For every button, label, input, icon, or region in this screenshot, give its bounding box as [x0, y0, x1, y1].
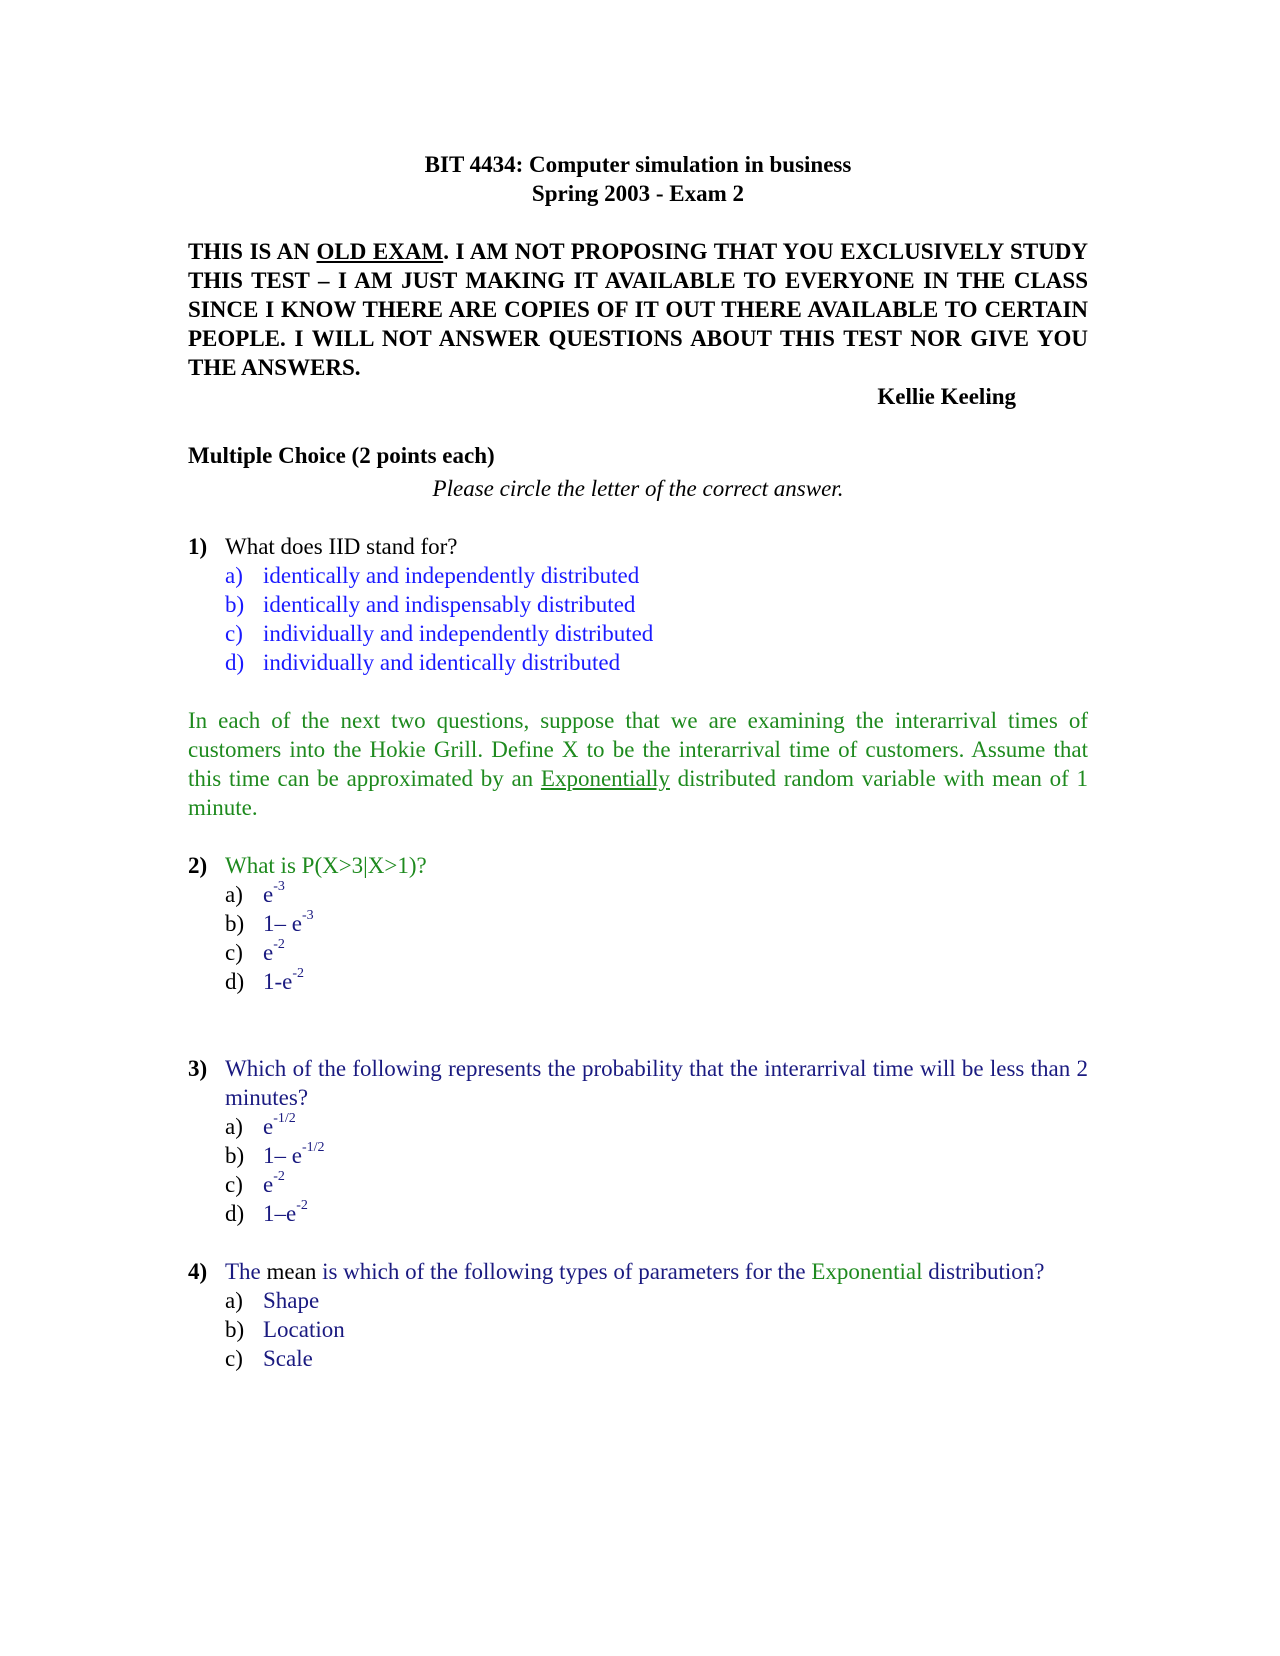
answer-option[interactable] [225, 1112, 1088, 1141]
option-text [263, 967, 304, 996]
section-title: Multiple Choice (2 points each) [188, 443, 495, 468]
question-text: What does IID stand for? [225, 534, 458, 559]
option-letter: b) [225, 1143, 245, 1168]
question-number: 4) [188, 1259, 208, 1284]
answer-options [225, 561, 1088, 677]
answer-option[interactable] [225, 909, 1088, 938]
option-text [263, 909, 314, 938]
option-exponent: -1/2 [273, 1111, 296, 1127]
answer-option[interactable] [225, 938, 1088, 967]
option-letter: d) [225, 969, 245, 994]
option-text: identically and indispensably distributed [263, 592, 636, 617]
answer-option[interactable] [225, 1141, 1088, 1170]
answer-option[interactable] [225, 561, 1088, 590]
option-letter: c) [225, 1346, 243, 1371]
question-text: Which of the following represents the probability that the interarrival time will be less than 2 minutes? [225, 1056, 1088, 1110]
option-exponent: -3 [273, 879, 285, 895]
option-exponent: -1/2 [301, 1140, 325, 1156]
option-letter: d) [225, 650, 245, 675]
option-text: individually and identically distributed [263, 650, 621, 675]
option-text [263, 880, 285, 909]
option-text [263, 1112, 296, 1141]
answer-option[interactable] [225, 590, 1088, 619]
answer-option[interactable] [225, 967, 1088, 996]
option-text [263, 1141, 325, 1170]
answer-options [225, 1286, 1088, 1373]
option-exponent: -2 [296, 1198, 308, 1214]
option-text: Location [263, 1317, 345, 1342]
option-exponent: -3 [301, 908, 314, 924]
option-text: identically and independently distributed [263, 563, 640, 588]
answer-option[interactable] [225, 1344, 1088, 1373]
question-text [225, 1257, 1088, 1286]
option-base: e [263, 1172, 274, 1197]
option-base: 1– e [263, 1143, 302, 1168]
disclaimer-lead: THIS IS AN [188, 239, 317, 264]
answer-option[interactable] [225, 1170, 1088, 1199]
scenario-paragraph [188, 706, 1088, 822]
question-text-part: is which of the following types of parameters for the [322, 1259, 812, 1284]
option-letter: b) [225, 592, 245, 617]
author-name: Kellie Keeling [877, 384, 1016, 409]
answer-option[interactable] [225, 1286, 1088, 1315]
answer-options [225, 1112, 1088, 1228]
option-text [263, 1199, 308, 1228]
course-title: BIT 4434: Computer simulation in business [424, 152, 852, 177]
scenario-before: In each of the next two questions, suppose that we are examining the interarrival times of customers into the Hokie Grill. Define X to be the interarrival time of customers. Assume that this time can be approximated by an [188, 708, 1088, 791]
answer-option[interactable] [225, 1199, 1088, 1228]
answer-option[interactable] [225, 1315, 1088, 1344]
old-exam-disclaimer [188, 237, 1088, 382]
option-letter: c) [225, 940, 243, 965]
option-base: e [263, 940, 274, 965]
answer-options [225, 880, 1088, 996]
question-text: What is P(X>3|X>1)? [225, 853, 427, 878]
option-text: individually and independently distributed [263, 621, 654, 646]
option-letter: a) [225, 1288, 243, 1313]
option-letter: d) [225, 1201, 245, 1226]
question-text-part: distribution? [922, 1259, 1045, 1284]
question-text-part: mean [260, 1259, 323, 1284]
option-letter: c) [225, 621, 243, 646]
question-text-part: The [225, 1259, 261, 1284]
disclaimer-underlined: OLD EXAM [316, 239, 444, 264]
answer-option[interactable] [225, 880, 1088, 909]
question-number: 2) [188, 853, 208, 878]
option-text [263, 938, 285, 967]
scenario-underlined: Exponentially [540, 766, 670, 791]
question-number: 3) [188, 1056, 208, 1081]
question-4 [188, 1257, 1088, 1373]
scenario-after: distributed random variable with mean of 1 minute. [188, 766, 1088, 820]
option-letter: a) [225, 882, 243, 907]
option-text [263, 1170, 285, 1199]
question-1 [188, 532, 1088, 677]
question-2 [188, 851, 1088, 996]
question-text-part: Exponential [811, 1259, 923, 1284]
answer-option[interactable] [225, 648, 1088, 677]
option-base: 1–e [263, 1201, 297, 1226]
option-exponent: -2 [292, 966, 305, 982]
question-number: 1) [188, 534, 208, 559]
answer-option[interactable] [225, 619, 1088, 648]
question-3 [188, 1054, 1088, 1228]
option-text: Shape [263, 1288, 320, 1313]
exam-page [188, 150, 1088, 1373]
option-exponent: -2 [273, 937, 285, 953]
exam-term: Spring 2003 - Exam 2 [531, 181, 745, 206]
option-base: e [263, 1114, 274, 1139]
option-text: Scale [263, 1346, 313, 1371]
option-letter: b) [225, 1317, 245, 1342]
option-base: 1-e [263, 969, 293, 994]
option-letter: a) [225, 1114, 243, 1139]
option-letter: a) [225, 563, 243, 588]
disclaimer-rest: . I AM NOT PROPOSING THAT YOU EXCLUSIVELY STUDY THIS TEST – I AM JUST MAKING IT AVAILABLE TO EVERYONE IN THE CLASS SINCE I KNOW THERE ARE COPIES OF IT OUT THERE AVAILABLE TO CERTAIN PEOPLE. I WILL NOT ANSWER QUESTIONS ABOUT THIS TEST NOR GIVE YOU THE ANSWERS. [188, 239, 1088, 380]
option-base: e [263, 882, 274, 907]
option-letter: c) [225, 1172, 243, 1197]
option-exponent: -2 [273, 1169, 285, 1185]
section-instructions: Please circle the letter of the correct answer. [432, 476, 844, 501]
option-letter: b) [225, 911, 245, 936]
option-base: 1– e [263, 911, 302, 936]
